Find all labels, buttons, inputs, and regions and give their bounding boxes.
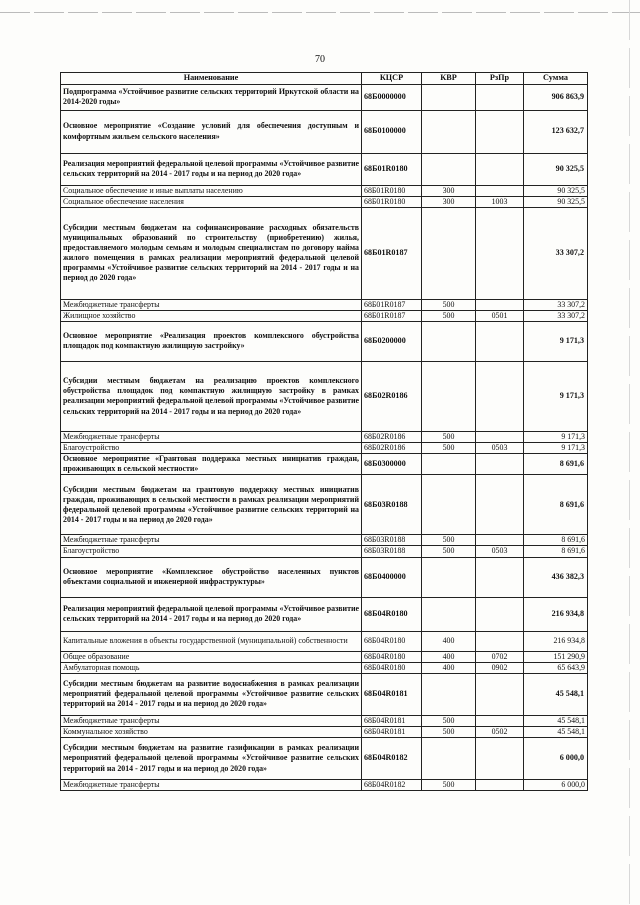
cell-kcsr: 68Б04R0181 <box>362 726 422 737</box>
cell-sum: 436 382,3 <box>524 557 588 597</box>
cell-kvr: 500 <box>422 299 476 310</box>
table-body <box>61 84 588 791</box>
cell-kcsr: 68Б04R0181 <box>362 673 422 715</box>
cell-rzpr: 0503 <box>476 546 524 557</box>
cell-name: Реализация мероприятий федеральной целевой программы «Устойчивое развитие сельских территорий на 2014 - 2017 годы и на период до 2020 года» <box>61 597 362 631</box>
cell-sum: 216 934,8 <box>524 597 588 631</box>
cell-kvr <box>422 110 476 153</box>
table-header-row <box>61 73 588 85</box>
cell-name: Коммунальное хозяйство <box>61 726 362 737</box>
cell-rzpr <box>476 431 524 442</box>
cell-kcsr: 68Б0400000 <box>362 557 422 597</box>
table-row <box>61 431 588 442</box>
cell-sum: 216 934,8 <box>524 631 588 651</box>
cell-kvr <box>422 475 476 535</box>
cell-sum: 45 548,1 <box>524 715 588 726</box>
cell-kcsr: 68Б04R0181 <box>362 715 422 726</box>
cell-kvr: 400 <box>422 662 476 673</box>
header-name: Наименование <box>61 73 362 85</box>
cell-rzpr <box>476 207 524 299</box>
cell-name: Основное мероприятие «Комплексное обустройство населенных пунктов объектами социальной и инженерной инфраструктуры» <box>61 557 362 597</box>
table-row <box>61 196 588 207</box>
cell-rzpr <box>476 715 524 726</box>
cell-sum: 9 171,3 <box>524 431 588 442</box>
table-row <box>61 475 588 535</box>
cell-name: Подпрограмма «Устойчивое развитие сельских территорий Иркутской области на 2014-2020 годы» <box>61 84 362 110</box>
cell-kvr: 500 <box>422 431 476 442</box>
cell-name: Межбюджетные трансферты <box>61 535 362 546</box>
cell-kcsr: 68Б01R0180 <box>362 196 422 207</box>
cell-sum: 90 325,5 <box>524 196 588 207</box>
page-number: 70 <box>315 54 325 65</box>
table-row <box>61 535 588 546</box>
table-row <box>61 299 588 310</box>
cell-name: Межбюджетные трансферты <box>61 715 362 726</box>
cell-kvr: 500 <box>422 535 476 546</box>
cell-kcsr: 68Б02R0186 <box>362 443 422 454</box>
cell-kcsr: 68Б0000000 <box>362 84 422 110</box>
cell-name: Благоустройство <box>61 443 362 454</box>
cell-sum: 8 691,6 <box>524 454 588 475</box>
cell-kvr: 300 <box>422 196 476 207</box>
cell-rzpr: 1003 <box>476 196 524 207</box>
cell-name: Реализация мероприятий федеральной целевой программы «Устойчивое развитие сельских территорий на 2014 - 2017 годы и на период до 2020 года» <box>61 153 362 185</box>
table-row <box>61 443 588 454</box>
cell-rzpr: 0502 <box>476 726 524 737</box>
cell-kvr <box>422 207 476 299</box>
cell-sum: 90 325,5 <box>524 153 588 185</box>
cell-name: Основное мероприятие «Грантовая поддержка местных инициатив граждан, проживающих в сельской местности» <box>61 454 362 475</box>
cell-name: Субсидии местным бюджетам на развитие водоснабжения в рамках реализации мероприятий федеральной целевой программы «Устойчивое развитие сельских территорий на 2014 - 2017 годы и на период до 2020 года» <box>61 673 362 715</box>
cell-name: Амбулаторная помощь <box>61 662 362 673</box>
scan-top-rule <box>0 12 640 13</box>
cell-kcsr: 68Б04R0180 <box>362 662 422 673</box>
cell-rzpr: 0702 <box>476 651 524 662</box>
cell-name: Межбюджетные трансферты <box>61 780 362 791</box>
cell-sum: 9 171,3 <box>524 361 588 431</box>
cell-kcsr: 68Б0100000 <box>362 110 422 153</box>
table-row <box>61 185 588 196</box>
cell-kcsr: 68Б0200000 <box>362 321 422 361</box>
cell-name: Общее образование <box>61 651 362 662</box>
cell-kvr <box>422 557 476 597</box>
cell-kvr: 500 <box>422 443 476 454</box>
table-row <box>61 726 588 737</box>
cell-rzpr <box>476 535 524 546</box>
header-rzpr: РзПр <box>476 73 524 85</box>
cell-kvr <box>422 454 476 475</box>
cell-kvr: 400 <box>422 651 476 662</box>
cell-kvr <box>422 673 476 715</box>
cell-sum: 6 000,0 <box>524 738 588 780</box>
cell-kcsr: 68Б01R0187 <box>362 299 422 310</box>
cell-name: Межбюджетные трансферты <box>61 431 362 442</box>
cell-kvr: 500 <box>422 726 476 737</box>
cell-sum: 9 171,3 <box>524 321 588 361</box>
table-row <box>61 597 588 631</box>
cell-name: Субсидии местным бюджетам на грантовую поддержку местных инициатив граждан, проживающих в сельской местности в рамках реализации мероприятий федеральной целевой программы «Устойчивое развитие сельских территорий на 2014 - 2017 годы и на период до 2020 года» <box>61 475 362 535</box>
cell-rzpr <box>476 84 524 110</box>
cell-kcsr: 68Б01R0180 <box>362 185 422 196</box>
cell-rzpr <box>476 454 524 475</box>
cell-kvr <box>422 738 476 780</box>
cell-kcsr: 68Б04R0180 <box>362 651 422 662</box>
table-row <box>61 361 588 431</box>
cell-sum: 8 691,6 <box>524 475 588 535</box>
cell-name: Капитальные вложения в объекты государственной (муниципальной) собственности <box>61 631 362 651</box>
table-row <box>61 84 588 110</box>
table-row <box>61 662 588 673</box>
cell-rzpr <box>476 153 524 185</box>
scan-right-rule <box>629 0 630 905</box>
cell-name: Основное мероприятие «Создание условий для обеспечения доступным и комфортным жильем сельского населения» <box>61 110 362 153</box>
cell-rzpr <box>476 738 524 780</box>
cell-sum: 8 691,6 <box>524 535 588 546</box>
cell-sum: 906 863,9 <box>524 84 588 110</box>
cell-sum: 45 548,1 <box>524 673 588 715</box>
cell-name: Основное мероприятие «Реализация проектов комплексного обустройства площадок под компактную жилищную застройку» <box>61 321 362 361</box>
cell-kvr: 500 <box>422 310 476 321</box>
cell-rzpr: 0501 <box>476 310 524 321</box>
cell-name: Межбюджетные трансферты <box>61 299 362 310</box>
cell-name: Субсидии местным бюджетам на реализацию проектов комплексного обустройства площадок под компактную жилищную застройку в рамках реализации мероприятий федеральной целевой программы «Устойчивое развитие сельских территорий на 2014 - 2017 годы и на период до 2020 года» <box>61 361 362 431</box>
cell-sum: 8 691,6 <box>524 546 588 557</box>
cell-kcsr: 68Б01R0187 <box>362 310 422 321</box>
cell-sum: 9 171,3 <box>524 443 588 454</box>
cell-sum: 90 325,5 <box>524 185 588 196</box>
cell-rzpr <box>476 110 524 153</box>
cell-sum: 45 548,1 <box>524 726 588 737</box>
table-row <box>61 153 588 185</box>
table-row <box>61 207 588 299</box>
cell-sum: 6 000,0 <box>524 780 588 791</box>
cell-rzpr: 0503 <box>476 443 524 454</box>
table-row <box>61 780 588 791</box>
cell-kcsr: 68Б01R0180 <box>362 153 422 185</box>
table-row <box>61 454 588 475</box>
cell-rzpr <box>476 597 524 631</box>
table-row <box>61 738 588 780</box>
cell-kvr <box>422 153 476 185</box>
cell-kcsr: 68Б04R0182 <box>362 738 422 780</box>
cell-kcsr: 68Б03R0188 <box>362 546 422 557</box>
cell-name: Жилищное хозяйство <box>61 310 362 321</box>
table-row <box>61 557 588 597</box>
cell-rzpr <box>476 299 524 310</box>
table-row <box>61 715 588 726</box>
cell-rzpr <box>476 673 524 715</box>
cell-kvr: 500 <box>422 715 476 726</box>
cell-rzpr <box>476 631 524 651</box>
table-row <box>61 110 588 153</box>
cell-kvr: 500 <box>422 780 476 791</box>
cell-kcsr: 68Б03R0188 <box>362 475 422 535</box>
cell-sum: 33 307,2 <box>524 310 588 321</box>
cell-kcsr: 68Б04R0182 <box>362 780 422 791</box>
cell-sum: 151 290,9 <box>524 651 588 662</box>
header-kvr: КВР <box>422 73 476 85</box>
cell-name: Социальное обеспечение населения <box>61 196 362 207</box>
table-row <box>61 321 588 361</box>
cell-sum: 123 632,7 <box>524 110 588 153</box>
table-row <box>61 631 588 651</box>
cell-kvr: 300 <box>422 185 476 196</box>
header-sum: Сумма <box>524 73 588 85</box>
cell-kvr <box>422 361 476 431</box>
cell-kcsr: 68Б04R0180 <box>362 631 422 651</box>
cell-kvr <box>422 84 476 110</box>
cell-kcsr: 68Б02R0186 <box>362 361 422 431</box>
cell-rzpr <box>476 557 524 597</box>
cell-rzpr <box>476 475 524 535</box>
cell-kvr: 500 <box>422 546 476 557</box>
cell-kvr <box>422 321 476 361</box>
cell-kcsr: 68Б04R0180 <box>362 597 422 631</box>
header-kcsr: КЦСР <box>362 73 422 85</box>
cell-sum: 65 643,9 <box>524 662 588 673</box>
table-row <box>61 310 588 321</box>
cell-rzpr: 0902 <box>476 662 524 673</box>
cell-kvr: 400 <box>422 631 476 651</box>
cell-kcsr: 68Б01R0187 <box>362 207 422 299</box>
table-row <box>61 673 588 715</box>
budget-table <box>60 72 588 791</box>
cell-name: Субсидии местным бюджетам на развитие газификации в рамках реализации мероприятий федеральной целевой программы «Устойчивое развитие сельских территорий на 2014 - 2017 годы и на период до 2020 года» <box>61 738 362 780</box>
cell-rzpr <box>476 361 524 431</box>
table-row <box>61 651 588 662</box>
cell-kcsr: 68Б0300000 <box>362 454 422 475</box>
cell-kcsr: 68Б03R0188 <box>362 535 422 546</box>
cell-name: Субсидии местным бюджетам на софинансирование расходных обязательств муниципальных образований по строительству (приобретению) жилья, предоставляемого молодым семьям и молодым специалистам по договору найма жилого помещения в рамках реализации мероприятий федеральной целевой программы «Устойчивое развитие сельских территорий на 2014 - 2017 годы и на период до 2020 года» <box>61 207 362 299</box>
cell-name: Социальное обеспечение и иные выплаты населению <box>61 185 362 196</box>
cell-rzpr <box>476 185 524 196</box>
cell-rzpr <box>476 321 524 361</box>
cell-kcsr: 68Б02R0186 <box>362 431 422 442</box>
cell-name: Благоустройство <box>61 546 362 557</box>
cell-kvr <box>422 597 476 631</box>
cell-rzpr <box>476 780 524 791</box>
table-row <box>61 546 588 557</box>
cell-sum: 33 307,2 <box>524 207 588 299</box>
cell-sum: 33 307,2 <box>524 299 588 310</box>
